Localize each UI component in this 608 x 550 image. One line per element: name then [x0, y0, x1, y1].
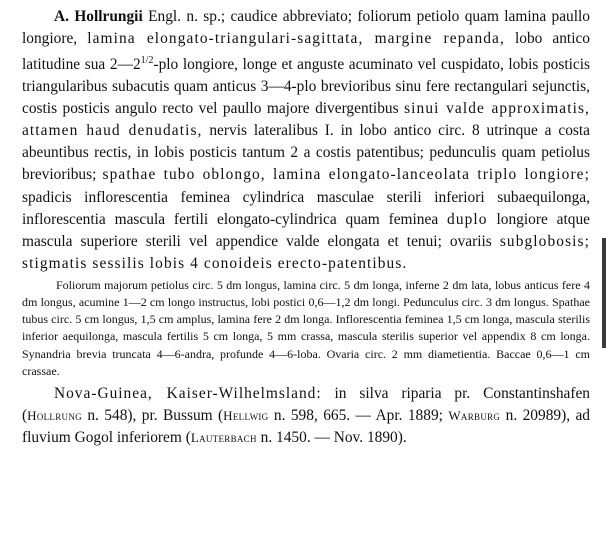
description-text: spadicis inflorescentia feminea cylindrica masculae sterili inferiori subaequilonga, inflorescentia mascula fertili elongato-cylindrica quam feminea — [22, 188, 590, 228]
species-description — [22, 6, 590, 275]
spaced-emphasis: duplo — [447, 210, 488, 228]
description-text: longiore atque mascula superiore sterili vel appendice valde elongata et tenui; ovariis — [22, 210, 590, 250]
locality-text: n. 20989), ad fluvium Gogol inferiorem ( — [22, 406, 590, 446]
collector-name: Hellwig — [223, 407, 269, 423]
spaced-emphasis: sinui valde approximatis, attamen haud denudatis, — [22, 100, 591, 140]
species-name: A. Hollrungii — [54, 8, 143, 25]
fraction: 1/2 — [140, 55, 154, 67]
locality-text: n. 548), pr. Bussum ( — [81, 406, 224, 424]
description-text: -plo longiore, longe et anguste acuminato vel cuspidato, lobis posticis triangularibus subacutis quam anticus 3—4-plo brevioribus sinu fere rectangulari sejunctis, costis posticis angulo recto vel paullo majore divergentibus — [22, 56, 590, 118]
region-name: Nova-Guinea, Kaiser-Wilhelmsland: — [54, 384, 322, 402]
locality-text: n. 1450. — Nov. 1890). — [256, 428, 407, 446]
description-text: Engl. n. sp.; caudice abbreviato; foliorum petiolo quam lamina paullo longiore, — [22, 8, 590, 48]
collector-name: Warburg — [448, 407, 501, 423]
locality-text: n. 598, 665. — Apr. 1889; — [268, 406, 449, 424]
locality-paragraph — [22, 383, 590, 449]
scan-edge-shadow — [602, 238, 606, 348]
locality-text: in silva riparia pr. Constantinshafen ( — [22, 384, 590, 424]
description-text: nervis lateralibus I. in lobo antico circ. 8 utrinque a costa abeuntibus rectis, in lobis posticis tantum 2 a costis patentibus; pedunculis quam petiolus brevioribus; — [22, 122, 590, 184]
description-text: lobo antico latitudine sua 2—2 — [22, 30, 590, 74]
collector-name: Hollrung — [27, 407, 82, 423]
measurement-note: Foliorum majorum petiolus circ. 5 dm longus, lamina circ. 5 dm longa, inferne 2 dm lata, lobus anticus fere 4 dm longus, acumine 1—2 cm longo instructus, lobi postici 0,6—1,2 dm longi. Pedunculus circ. 3 dm longus. Spathae tubus circ. 5 cm longus, 1,5 cm amplus, lamina fere 2 dm longa. Inflorescentia feminea 1,5 cm longa, mascula sterilis inferior aequilonga, mascula fertilis 5 cm longa, 5 mm crassa, mascula sterilis superior vel appendix 8 cm longa. Synandria brevia truncata 4—6-andra, profunde 4—6-loba. Ovaria circ. 2 mm diametientia. Baccae 0,6—1 cm crassae. — [22, 277, 590, 378]
collector-name: Lauterbach — [190, 429, 257, 445]
spaced-emphasis: subglobosis; stigmatis sessilis lobis 4 conoideis erecto-patentibus. — [22, 232, 590, 272]
spaced-emphasis: lamina elongato-triangulari-sagittata, margine repanda, — [87, 30, 505, 48]
spaced-emphasis: spathae tubo oblongo, lamina elongato-lanceolata triplo longiore; — [102, 166, 590, 184]
